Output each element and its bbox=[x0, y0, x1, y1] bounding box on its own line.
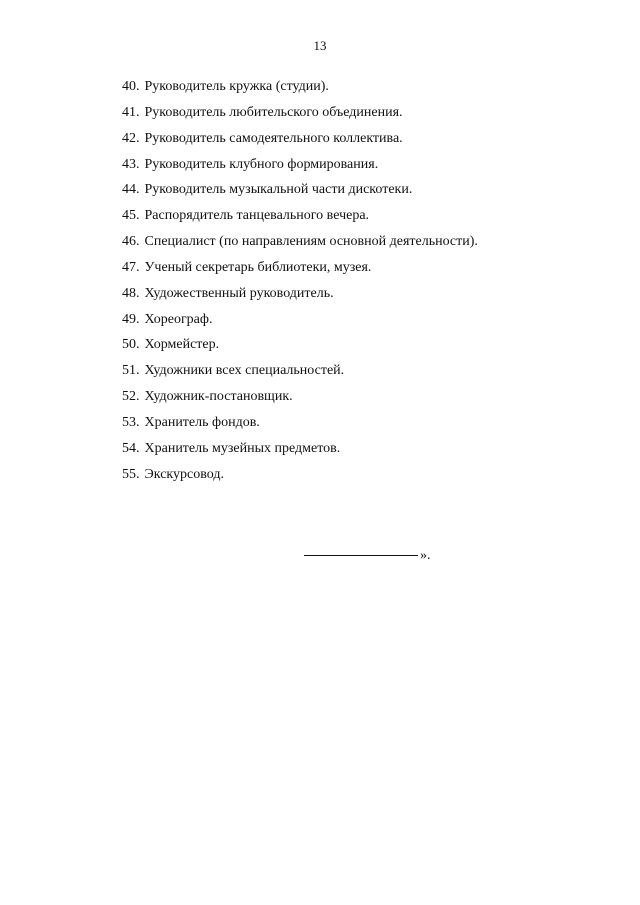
list-item bbox=[122, 255, 542, 281]
list-item bbox=[122, 384, 542, 410]
item-text: Руководитель самодеятельного коллектива. bbox=[144, 130, 403, 146]
list-item bbox=[122, 332, 542, 358]
item-number: 55. bbox=[122, 466, 140, 482]
page-number: 13 bbox=[313, 38, 327, 53]
closing-line bbox=[304, 548, 431, 564]
item-text: Руководитель любительского объединения. bbox=[144, 104, 403, 120]
list-item bbox=[122, 462, 542, 488]
item-number: 41. bbox=[122, 104, 140, 120]
item-text: Распорядитель танцевального вечера. bbox=[144, 208, 370, 224]
item-number: 50. bbox=[122, 337, 140, 353]
list-item bbox=[122, 203, 542, 229]
underline-rule bbox=[304, 555, 418, 556]
list-item bbox=[122, 100, 542, 126]
item-number: 54. bbox=[122, 440, 140, 456]
list-item bbox=[122, 358, 542, 384]
item-number: 43. bbox=[122, 156, 140, 172]
item-text: Экскурсовод. bbox=[144, 466, 224, 482]
list-item bbox=[122, 436, 542, 462]
closing-quote: ». bbox=[420, 548, 431, 563]
item-text: Хормейстер. bbox=[144, 337, 220, 353]
item-text: Руководитель клубного формирования. bbox=[144, 156, 379, 172]
item-text: Художественный руководитель. bbox=[144, 285, 334, 301]
list-item bbox=[122, 177, 542, 203]
list-item bbox=[122, 281, 542, 307]
item-text: Хранитель музейных предметов. bbox=[144, 440, 341, 456]
item-number: 40. bbox=[122, 79, 140, 94]
list-item bbox=[122, 74, 542, 100]
item-text: Руководитель музыкальной части дискотеки. bbox=[144, 182, 413, 198]
item-number: 47. bbox=[122, 259, 140, 275]
item-text: Художники всех специальностей. bbox=[144, 363, 345, 379]
item-number: 52. bbox=[122, 389, 140, 405]
position-list bbox=[122, 74, 542, 488]
item-text: Специалист (по направлениям основной деятельности). bbox=[144, 234, 478, 250]
list-item bbox=[122, 307, 542, 333]
item-number: 48. bbox=[122, 285, 140, 301]
item-number: 53. bbox=[122, 414, 140, 430]
item-number: 42. bbox=[122, 130, 140, 146]
list-item bbox=[122, 410, 542, 436]
item-text: Руководитель кружка (студии). bbox=[144, 79, 329, 94]
item-number: 46. bbox=[122, 234, 140, 250]
list-item bbox=[122, 126, 542, 152]
item-text: Хореограф. bbox=[144, 311, 213, 327]
item-number: 49. bbox=[122, 311, 140, 327]
item-text: Хранитель фондов. bbox=[144, 414, 260, 430]
item-text: Художник-постановщик. bbox=[144, 389, 293, 405]
item-number: 51. bbox=[122, 363, 140, 379]
list-item bbox=[122, 229, 542, 255]
item-number: 45. bbox=[122, 208, 140, 224]
item-number: 44. bbox=[122, 182, 140, 198]
list-item bbox=[122, 152, 542, 178]
item-text: Ученый секретарь библиотеки, музея. bbox=[144, 259, 372, 275]
